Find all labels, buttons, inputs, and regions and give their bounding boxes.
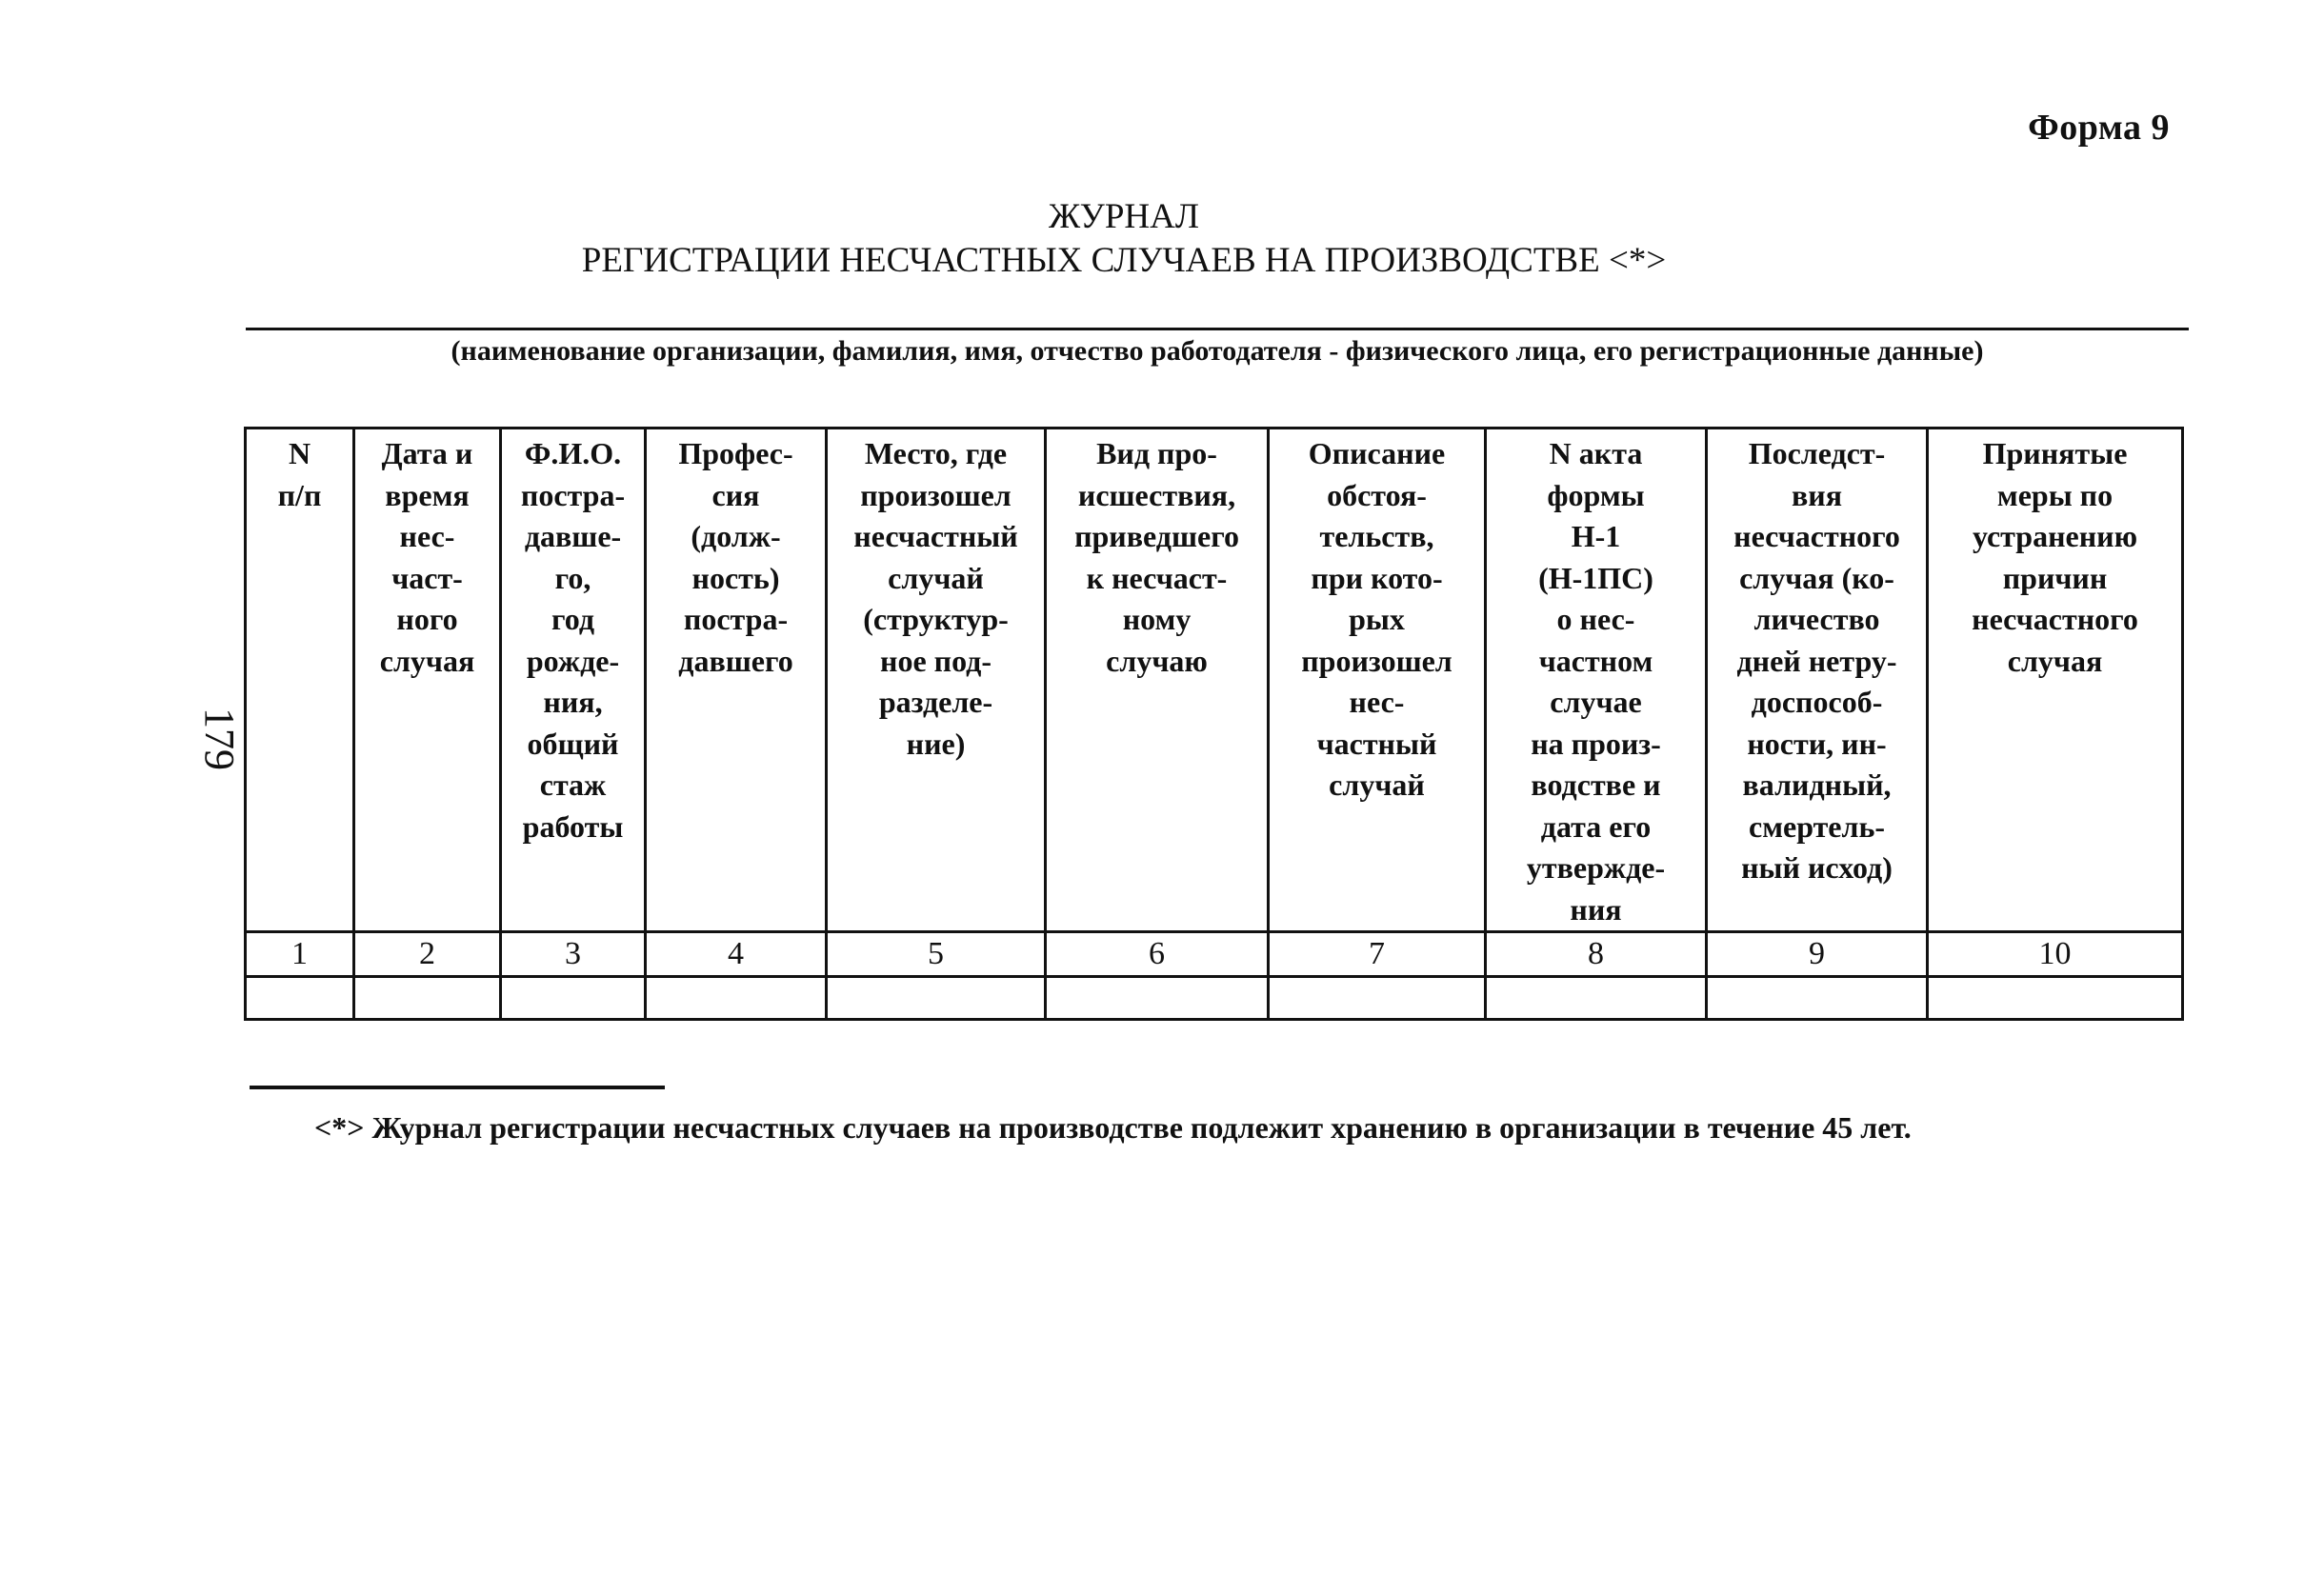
column-number: 6 [1046,932,1269,977]
header-label: Вид про- исшествия, приведшего к несчаст- ному случаю [1074,436,1239,678]
column-number: 8 [1486,932,1707,977]
header-cell [501,429,646,932]
title-line-2: РЕГИСТРАЦИИ НЕСЧАСТНЫХ СЛУЧАЕВ НА ПРОИЗВОДСТВЕ <*> [581,241,1667,280]
header-row [246,429,2183,932]
empty-cell [1046,977,1269,1020]
column-number: 3 [501,932,646,977]
header-cell [1046,429,1269,932]
title-line-1: ЖУРНАЛ [1049,197,1199,236]
page-number: 179 [196,708,243,770]
empty-cell [1269,977,1486,1020]
footnote-separator [250,1086,665,1089]
empty-cell [1707,977,1928,1020]
column-number-row [246,932,2183,977]
header-cell [354,429,501,932]
empty-cell [1928,977,2183,1020]
header-cell [827,429,1046,932]
header-label: Профес- сия (долж- ность) постра- давшего [678,436,793,678]
column-number: 4 [646,932,827,977]
empty-cell [646,977,827,1020]
header-label: Ф.И.О. постра- давше- го, год рожде- ния, общий стаж работы [520,436,626,844]
header-cell [1928,429,2183,932]
header-label: Дата и время нес- част- ного случая [379,436,475,678]
empty-entry-row [246,977,2183,1020]
header-cell [1269,429,1486,932]
header-cell [1486,429,1707,932]
empty-cell [246,977,354,1020]
column-number: 5 [827,932,1046,977]
empty-cell [501,977,646,1020]
column-number: 1 [246,932,354,977]
organization-caption: (наименование организации, фамилия, имя, отчество работодателя - физического лица, его регистрационные данные) [451,335,1984,367]
header-label: Принятые меры по устранению причин несчастного случая [1972,436,2138,678]
column-number: 9 [1707,932,1928,977]
header-cell [646,429,827,932]
header-label: N акта формы Н-1 (Н-1ПС) о нес- частном случае на произ- водстве и дата его утвержде- ния [1526,436,1666,927]
organization-fill-line [246,328,2189,330]
header-label: Последст- вия несчастного случая (ко- личество дней нетру- доспособ- ности, ин- валидный, смертель- ный исход) [1733,436,1900,885]
form-number-label: Форма 9 [2028,108,2170,148]
header-label: Описание обстоя- тельств, при кото- рых произошел нес- частный случай [1301,436,1452,802]
header-cell [1707,429,1928,932]
journal-title [0,195,2324,283]
column-number: 2 [354,932,501,977]
accident-register-table [244,427,2184,1021]
header-label: N п/п [277,436,322,512]
empty-cell [1486,977,1707,1020]
column-number: 10 [1928,932,2183,977]
header-cell [246,429,354,932]
column-number: 7 [1269,932,1486,977]
empty-cell [354,977,501,1020]
header-label: Место, где произошел несчастный случай (структур- ное под- разделе- ние) [853,436,1018,761]
empty-cell [827,977,1046,1020]
footnote-text: <*> Журнал регистрации несчастных случаев на производстве подлежит хранению в организации в течение 45 лет. [314,1110,1912,1145]
